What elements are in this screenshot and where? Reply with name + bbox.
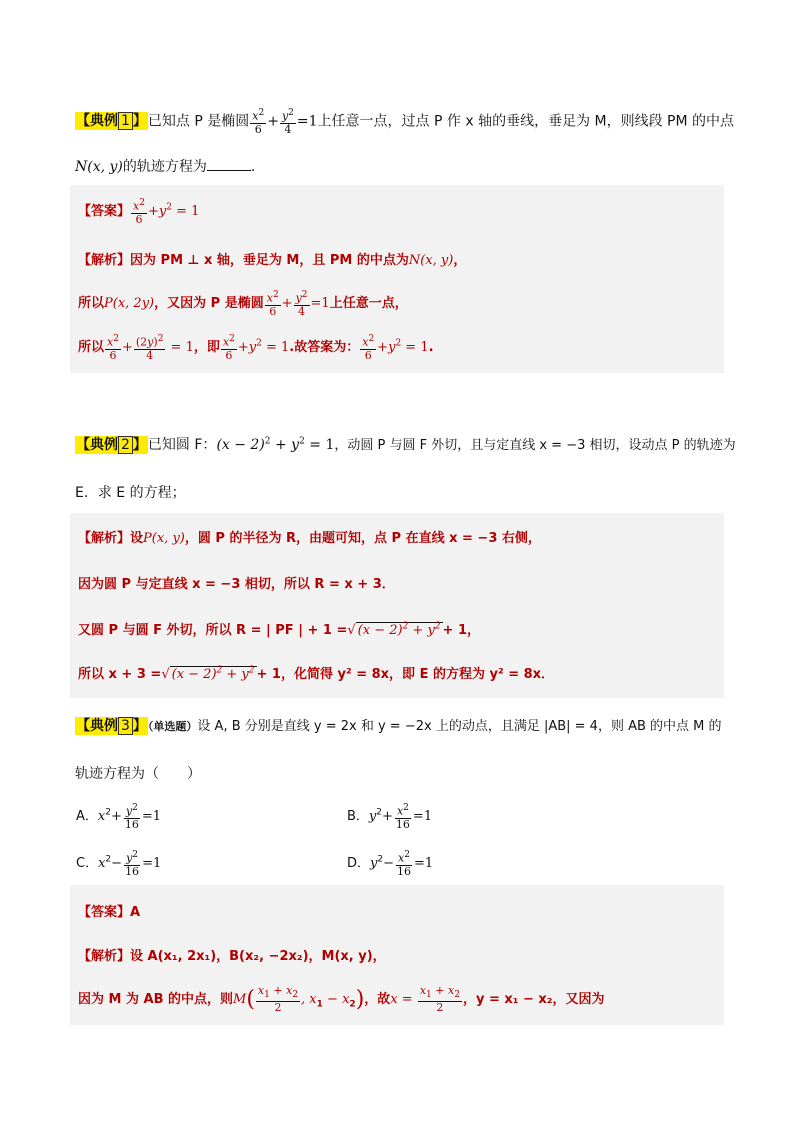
ex2-analysis-line4: 所以 x + 3 =√ $(x - 2)^2 + y^2 + 1$，化简得 y² = 8x，即 E 的方程为 y² = 8x． — [78, 665, 555, 682]
ex1-question-line2: N(x, y)的轨迹方程为 . — [75, 159, 256, 175]
ex2-solution-box — [70, 513, 724, 698]
ex3-analysis-line2: 因为 M 为 AB 的中点，则M( $\frac{x_1 + x_2}{2}$ , $x_1 - x_2$)，故x = $\frac{x_1 + x_2}{2}$ ，y = x₁ − x₂，又因为 — [78, 984, 605, 1015]
ex3-question-line2: 轨迹方程为（ ） — [75, 766, 201, 782]
ex2-question-line2: E．求 E 的方程； — [75, 485, 186, 501]
option-a[interactable]: A．$x^2+$ $\frac{y^2}{16}$ =1 — [76, 803, 162, 831]
ex1-solution-box — [70, 185, 724, 373]
ex2-analysis-line1: 【解析】设P(x, y)，圆 P 的半径为 R，由题可知，点 P 在直线 x = −3 右侧， — [78, 531, 541, 546]
ex3-analysis-line1: 【解析】设 A(x₁, 2x₁)，B(x₂, −2x₂)，M(x, y)， — [78, 949, 386, 964]
ex1-tag: 【典例 1 】 — [76, 113, 147, 130]
ex1-analysis-line3: 所以 $\frac{x^2}{6}$ + $\frac{(2y)^2}{4}$ = 1，即 $\frac{x^2}{6}$ $+y^2 = 1$.故答案为： $\frac{x^2}{6}$ $+y^2 = 1$. — [78, 334, 434, 362]
ex2-tag: 【典例 2 】 — [76, 437, 147, 453]
ex2-question-line1: 【典例 2 】已知圆 F：$(x - 2)^2 + y^2 = 1$，动圆 P 与圆 F 外切，且与定直线 x = −3 相切，设动点 P 的轨迹为 — [76, 436, 736, 453]
ex1-q3: 的轨迹方程为 — [122, 159, 207, 175]
ex1-q1: 已知点 P 是椭圆 — [147, 113, 250, 130]
ex2-analysis-line2: 因为圆 P 与定直线 x = −3 相切，所以 R = x + 3． — [78, 577, 395, 592]
ex1-analysis-line2: 所以P(x, 2y)，又因为 P 是椭圆 $\frac{x^2}{6}$ + $\frac{y^2}{4}$ =1上任意一点， — [78, 290, 408, 318]
ex3-question-line1: 【典例 3 】（单选题）设 A, B 分别是直线 y = 2x 和 y = −2x 上的动点，且满足 |AB| = 4，则 AB 的中点 M 的 — [76, 718, 722, 734]
ex1-question-line1: 【典例 1 】已知点 P 是椭圆 $\frac{x^2}{6}$ + $\frac{y^2}{4}$ =1上任意一点，过点 P 作 x 轴的垂线，垂足为 M，则线段 PM 的中点 — [76, 108, 735, 136]
answer-blank — [207, 170, 251, 171]
ex3-solution-box — [70, 885, 724, 1025]
option-c[interactable]: C．$x^2-$ $\frac{y^2}{16}$ =1 — [76, 850, 162, 878]
ex1-analysis-line1: 【解析】因为 PM ⊥ x 轴，垂足为 M，且 PM 的中点为N(x, y)， — [78, 253, 467, 268]
ex3-answer: 【答案】A — [78, 905, 141, 920]
option-d[interactable]: D．$y^2-$ $\frac{x^2}{16}$ =1 — [347, 850, 434, 878]
ex3-tag: 【典例 3 】 — [76, 718, 147, 734]
option-b[interactable]: B．$y^2+$ $\frac{x^2}{16}$ =1 — [347, 803, 433, 831]
ex1-q2: 上任意一点，过点 P 作 x 轴的垂线，垂足为 M，则线段 PM 的中点 — [317, 113, 735, 130]
ex1-answer: 【答案】 $\frac{x^2}{6}$ $+y^2 = 1$ — [78, 198, 200, 226]
ex2-analysis-line3: 又圆 P 与圆 F 外切，所以 R = | PF | + 1 =√ $(x - 2)^2 + y^2 + 1$， — [78, 621, 481, 638]
